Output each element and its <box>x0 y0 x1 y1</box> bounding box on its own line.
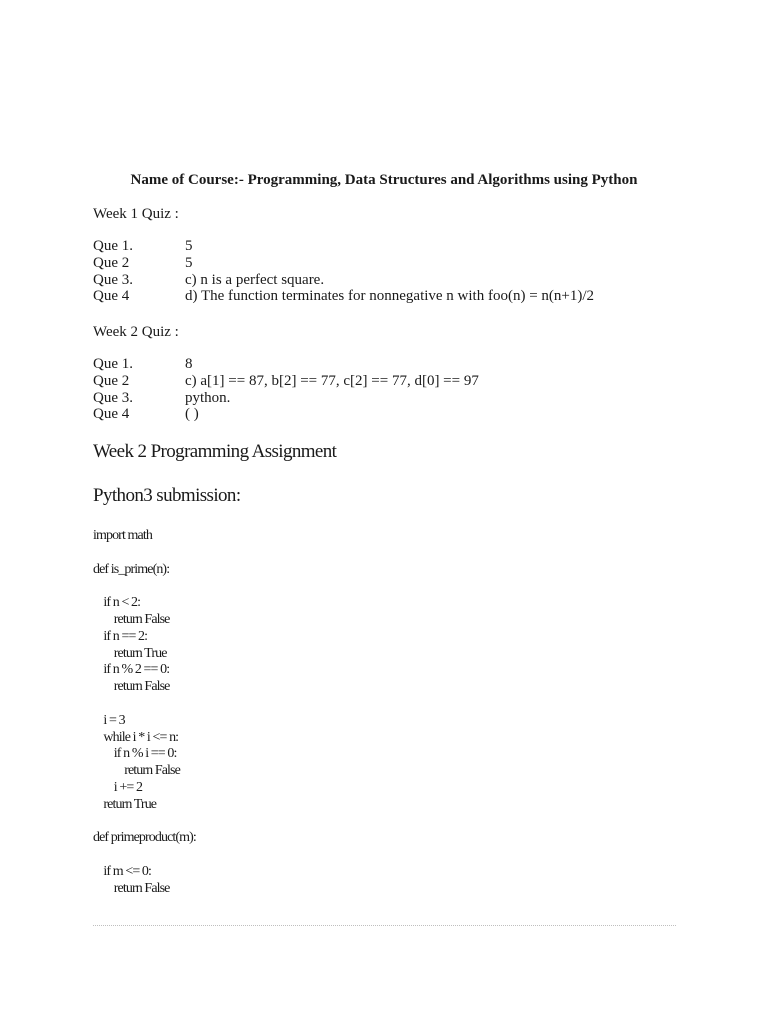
answer-text: python. <box>185 389 231 406</box>
question-label: Que 3. <box>93 271 133 288</box>
answer-text: 5 <box>185 238 193 254</box>
code-line <box>93 578 693 595</box>
code-line: if n < 2: <box>93 595 141 611</box>
course-title: Name of Course:- Programming, Data Structures and Algorithms using Python <box>130 172 638 188</box>
code-line: if n == 2: <box>93 628 148 644</box>
answer-text: 5 <box>185 254 193 271</box>
question-label: Que 1. <box>93 356 133 372</box>
answer-text: 8 <box>185 356 193 372</box>
code-block <box>93 528 693 898</box>
week2-quiz-heading: Week 2 Quiz : <box>93 324 179 340</box>
code-line: def primeproduct(m): <box>93 830 196 846</box>
answer-text: c) a[1] == 87, b[2] == 77, c[2] == 77, d[0] == 97 <box>185 372 479 389</box>
code-line: return True <box>93 796 157 812</box>
week1-quiz-heading: Week 1 Quiz : <box>93 206 179 222</box>
code-line: return False <box>93 763 180 779</box>
answer-text: d) The function terminates for nonnegative n with foo(n) = n(n+1)/2 <box>185 288 595 305</box>
question-label: Que 4 <box>93 406 130 423</box>
code-line: if n % i == 0: <box>93 746 177 762</box>
code-line: if n % 2 == 0: <box>93 662 170 678</box>
list-item <box>93 288 693 305</box>
assignment-heading: Week 2 Programming Assignment <box>93 441 337 462</box>
code-line: while i * i <= n: <box>93 729 179 745</box>
list-item <box>93 255 693 272</box>
code-line <box>93 696 693 713</box>
list-item <box>93 373 693 390</box>
question-label: Que 3. <box>93 389 133 406</box>
week2-answer-list <box>93 356 693 423</box>
code-line <box>93 545 693 562</box>
list-item <box>93 238 693 255</box>
list-item <box>93 406 693 423</box>
code-line: if m <= 0: <box>93 863 152 879</box>
answer-text: c) n is a perfect square. <box>185 271 325 288</box>
code-line: return False <box>93 611 170 627</box>
code-line <box>93 814 693 831</box>
code-line: i = 3 <box>93 712 125 728</box>
code-line <box>93 847 693 864</box>
list-item <box>93 390 693 407</box>
answer-text: ( ) <box>185 406 199 423</box>
code-line: i += 2 <box>93 779 143 795</box>
week1-answer-list <box>93 238 693 305</box>
question-label: Que 2 <box>93 254 130 271</box>
list-item <box>93 356 693 373</box>
question-label: Que 4 <box>93 288 130 305</box>
list-item <box>93 272 693 289</box>
code-line: return True <box>93 645 167 661</box>
code-line: import math <box>93 528 152 543</box>
code-line: def is_prime(n): <box>93 561 170 577</box>
code-line: return False <box>93 679 170 695</box>
code-line: return False <box>93 880 170 896</box>
question-label: Que 2 <box>93 372 130 389</box>
question-label: Que 1. <box>93 238 133 254</box>
submission-heading: Python3 submission: <box>93 485 241 506</box>
page-footer-divider <box>93 925 676 926</box>
